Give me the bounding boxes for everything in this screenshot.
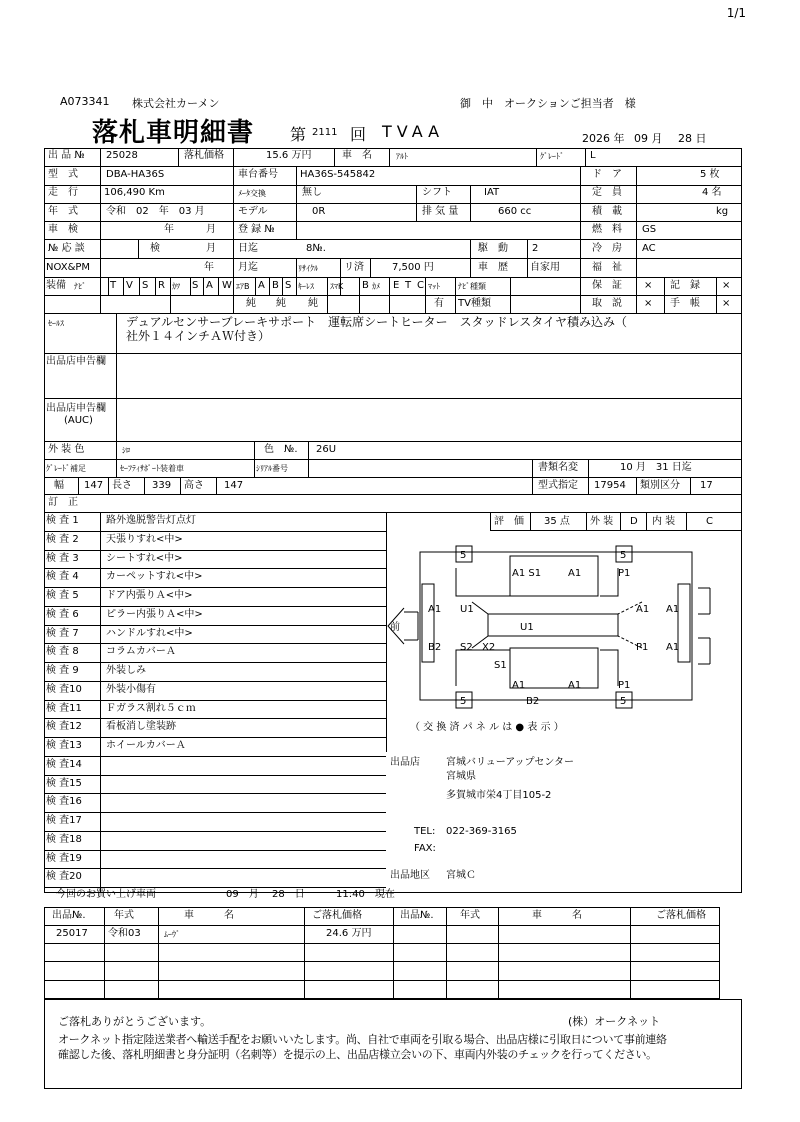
grade-supplement: ｾｰﾌﾃｨｻﾎﾟｰﾄ装着車 <box>120 464 184 473</box>
mark-13: X2 <box>482 642 496 653</box>
mark-15: A1 <box>666 642 680 653</box>
model-type: DBA-HA36S <box>106 169 165 180</box>
exterior-grade-label: 外 装 <box>590 516 614 527</box>
capacity-label: 定 員 <box>592 187 622 198</box>
mileage-label: 走 行 <box>48 187 78 198</box>
notice-line-1: オークネット指定陸送業者へ輸送手配をお願いいたします。尚、自社で車両を引取る場合、出品店様に引取日について事前連絡 <box>58 1033 667 1046</box>
type-spec: 17954 <box>594 480 626 491</box>
inspection-value: Ｆガラス割れ５ｃｍ <box>106 702 196 714</box>
inspection-value: 外装小傷有 <box>106 683 156 695</box>
mark-18: A1 <box>568 680 582 691</box>
color-no-label: 色 №. <box>264 444 298 455</box>
door-label: ド ア <box>592 169 622 180</box>
inspection-label: 検 査14 <box>46 758 82 770</box>
diagram-caption: （ 交 換 済 パ ネ ル は ● 表 示 ） <box>410 722 564 733</box>
page-counter: 1/1 <box>726 6 746 20</box>
mark-2: 5 <box>620 550 627 561</box>
type-spec-label: 型式指定 <box>538 480 578 491</box>
manual-label: 取 説 <box>592 298 622 309</box>
inspection-value: 天張りすれ<中> <box>106 533 183 545</box>
inspection-label: 検 査19 <box>46 852 82 864</box>
inspection-label: 検 査 3 <box>46 552 79 564</box>
equip-sub-4: 有 <box>434 298 444 309</box>
mark-10: U1 <box>520 622 534 633</box>
inspection-label: 検 査12 <box>46 721 82 733</box>
inspection-value: ピラー内張りＡ<中> <box>106 608 203 620</box>
height: 147 <box>224 480 244 491</box>
mark-22: 5 <box>620 696 627 707</box>
inspection-label: 検 査15 <box>46 777 82 789</box>
inspection-value: ホイールカバーＡ <box>106 740 186 751</box>
shift-label: シフト <box>422 187 452 198</box>
mark-5: P1 <box>618 568 631 579</box>
chassis-label: 車台番号 <box>238 169 278 180</box>
inspection-label: 検 査10 <box>46 683 82 695</box>
inspection-label: 検 査20 <box>46 871 82 883</box>
equip-saw-w: W <box>222 280 232 291</box>
thanks-text: ご落札ありがとうございます。 <box>58 1015 212 1028</box>
date-year: 2026 年 <box>582 132 625 145</box>
fuel: GS <box>642 224 657 235</box>
mark-1: 5 <box>460 550 467 561</box>
8no-label: 8№. <box>306 243 326 254</box>
load-unit: kg <box>716 206 729 217</box>
equip-sr-r: R <box>158 280 165 291</box>
serial-label: ｼﾘｱﾙ番号 <box>256 464 288 473</box>
score: 35 点 <box>544 516 570 527</box>
warranty-label: 保 証 <box>592 280 622 291</box>
mark-17: A1 <box>512 680 526 691</box>
mark-9: A1 <box>666 604 680 615</box>
inspection-value: ハンドルすれ<中> <box>106 627 193 639</box>
mark-3: A1 S1 <box>512 568 542 579</box>
equip-bcam: ｶﾒ <box>372 282 380 291</box>
width: 147 <box>84 480 104 491</box>
model-label: モデル <box>238 206 268 217</box>
equip-sub-3: 純 <box>308 298 318 309</box>
recipient: 御 中 オークションご担当者 様 <box>460 97 636 110</box>
region-label: 出品地区 <box>390 870 430 881</box>
equip-bcam-b: B <box>362 280 369 291</box>
mark-12: S2 <box>460 642 473 653</box>
equip-tv-v: V <box>126 280 133 291</box>
seller-tel: 022-369-3165 <box>446 826 517 837</box>
page-title: 落札車明細書 <box>92 118 255 148</box>
registration-label: 登 録 № <box>238 224 275 235</box>
seller-prefecture: 宮城県 <box>446 771 476 782</box>
shop-auc-suffix: (AUC) <box>64 415 93 426</box>
equip-sub-1: 純 <box>246 298 256 309</box>
car-name-label: 車 名 <box>342 150 372 161</box>
exterior-grade: D <box>630 516 638 527</box>
year-label: 年 式 <box>48 206 78 217</box>
inspection-value: 路外逸脱警告灯点灯 <box>106 515 196 526</box>
inspection-value: コラムカバーＡ <box>106 646 176 658</box>
correction-label: 訂 正 <box>48 497 78 508</box>
inspection-label: 検 査16 <box>46 796 82 808</box>
today-purchases-label: 今回のお買い上げ車両 <box>56 889 156 900</box>
class: 17 <box>700 480 713 491</box>
history-label: 車 歴 <box>478 262 508 273</box>
r6-day: 日迄 <box>238 243 258 254</box>
sales-label: ｾｰﾙｽ <box>48 319 64 328</box>
ken-label: 検 <box>150 243 160 254</box>
equip-sr-s: S <box>142 280 149 291</box>
equip-navi: ﾅﾋﾞ <box>74 282 86 291</box>
seller-name: 宮城バリューアップセンター <box>446 757 574 768</box>
drive-label: 駆 動 <box>478 243 508 254</box>
interior-grade-label: 内 装 <box>652 516 676 527</box>
mark-20: 5 <box>460 696 467 707</box>
grade-label: ｸﾞﾚｰﾄﾞ <box>540 152 564 161</box>
inspection-value: 看板消し塗装跡 <box>106 721 176 733</box>
mark-4: A1 <box>568 568 582 579</box>
inspection-month-unit: 月 <box>206 224 216 235</box>
inspection-label: 検 査11 <box>46 702 82 714</box>
auction-round: 2111 <box>312 127 338 138</box>
inspection-label: 検 査 7 <box>46 627 79 639</box>
interior-grade: C <box>706 516 713 527</box>
record: × <box>722 280 731 291</box>
purchase-year: 令和03 <box>108 928 141 939</box>
col-year: 年式 <box>114 910 134 921</box>
inspection-label: 検 査 2 <box>46 533 79 545</box>
col-lot-no-2: 出品№. <box>400 910 434 921</box>
width-label: 幅 <box>54 480 64 491</box>
lot-no-label: 出 品 № <box>48 150 85 161</box>
manual: × <box>644 298 653 309</box>
equip-saw-a: A <box>206 280 213 291</box>
equip-abs-b: B <box>272 280 279 291</box>
color-no: 26U <box>316 444 337 455</box>
col-price: ご落札価格 <box>312 910 362 921</box>
winning-price: 15.6 万円 <box>266 150 312 161</box>
inspection-label: 検 査13 <box>46 740 82 751</box>
drive: 2 <box>532 243 539 254</box>
inspection-label: 検 査18 <box>46 833 82 845</box>
equip-tv-type-label: TV種類 <box>458 298 491 309</box>
docs-label: 書類名変 <box>538 462 578 473</box>
lot-no: 25028 <box>106 150 138 161</box>
sales-text-1: デュアルセンサーブレーキサポート 運転席シートヒーター スタッドレスタイヤ積み込み（ <box>126 315 628 329</box>
nox-label: NOX&PM <box>46 262 91 273</box>
purchase-price: 24.6 万円 <box>326 928 372 939</box>
fax-label: FAX: <box>414 843 436 854</box>
buyer-company: 株式会社カーメン <box>132 97 220 110</box>
inspection-label: 検 査17 <box>46 815 82 826</box>
notebook-label: 手 帳 <box>670 298 700 309</box>
mark-7: U1 <box>460 604 474 615</box>
today-month: 09 月 <box>226 889 259 900</box>
equip-etc-t: T <box>405 280 412 291</box>
seller-address: 多賀城市栄4丁目105-2 <box>446 790 552 801</box>
equip-mat: ﾏｯﾄ <box>428 282 440 291</box>
col-name-2: 車 名 <box>532 910 582 921</box>
model-code: 0R <box>312 206 326 217</box>
inspection-label: 検 査 6 <box>46 608 79 620</box>
car-name: ｱﾙﾄ <box>396 152 408 161</box>
date-day: 28 日 <box>678 132 707 145</box>
inspection-value: 外装しみ <box>106 665 146 676</box>
shop-auc-notes-label: 出品店申告欄 <box>46 403 106 414</box>
equip-smartkey: ｽﾏK <box>330 282 344 291</box>
displacement: 660 cc <box>498 206 532 217</box>
ac: AC <box>642 243 656 254</box>
r6-month: 月 <box>206 243 216 254</box>
length-label: 長さ <box>112 480 132 491</box>
seller-region: 宮城Ｃ <box>446 870 476 881</box>
grade: L <box>590 150 596 161</box>
mark-11: B2 <box>428 642 442 653</box>
damage-diagram <box>374 538 720 718</box>
equip-keyless: ｷｰﾚｽ <box>298 282 314 291</box>
purchase-table <box>44 907 720 999</box>
shop-notes-label: 出品店申告欄 <box>46 356 106 367</box>
kai-label: 回 <box>350 125 367 144</box>
sales-text-2: 社外１４インチＡＷ付き） <box>126 329 271 343</box>
col-price-2: ご落札価格 <box>656 910 706 921</box>
ac-label: 冷 房 <box>592 243 622 254</box>
equip-saw-s: S <box>192 280 199 291</box>
docs-deadline: 10 月 31 日迄 <box>620 462 692 473</box>
inspection-value: ドア内張りＡ<中> <box>106 590 193 601</box>
history: 自家用 <box>530 262 560 273</box>
front-label: 前 <box>390 622 400 633</box>
warranty: × <box>644 280 653 291</box>
col-year-2: 年式 <box>460 910 480 921</box>
col-lot-no: 出品№. <box>52 910 86 921</box>
auction-company: (株）オークネット <box>568 1015 661 1028</box>
recycle-status: リ済 <box>344 262 364 273</box>
today-time: 11:40 現在 <box>336 889 395 900</box>
height-label: 高さ <box>184 480 204 491</box>
nox-month: 月迄 <box>238 262 258 273</box>
mark-6: A1 <box>428 604 442 615</box>
equip-tv-t: T <box>110 280 117 291</box>
equip-sub-2: 純 <box>276 298 286 309</box>
shift: IAT <box>484 187 500 198</box>
tel-label: TEL: <box>414 826 436 837</box>
negotiation-label: № 応 談 <box>48 243 85 254</box>
equip-abs-a: A <box>258 280 265 291</box>
grade-supplement-label: ｸﾞﾚｰﾄﾞ補足 <box>46 464 86 473</box>
inspection-label: 検 査 9 <box>46 665 79 676</box>
chassis-number: HA36S-545842 <box>300 169 376 180</box>
ext-color: ｼﾛ <box>122 446 130 455</box>
today-day: 28 日 <box>272 889 305 900</box>
mileage: 106,490 Km <box>104 187 165 198</box>
mark-8: A1 <box>636 604 650 615</box>
inspection-label: 車 検 <box>48 224 78 235</box>
door-count: 5 枚 <box>700 169 720 180</box>
nox-year: 年 <box>204 262 214 273</box>
purchase-lot-no: 25017 <box>56 928 88 939</box>
equipment-label: 装備 <box>46 280 66 291</box>
fuel-label: 燃 料 <box>592 224 622 235</box>
score-label: 評 価 <box>494 516 524 527</box>
mark-16: S1 <box>494 660 507 671</box>
seller-label: 出品店 <box>390 757 420 768</box>
model-type-label: 型 式 <box>48 169 78 180</box>
equip-etc-c: C <box>417 280 424 291</box>
price-label: 落札価格 <box>184 150 224 161</box>
auction-code: A073341 <box>60 95 110 108</box>
notice-line-2: 確認した後、落札明細書と身分証明（名刺等）を提示の上、出品店様立会いの下、車両内外装のチェックを行ってください。 <box>58 1048 657 1061</box>
meter-exchange: 無し <box>302 187 322 198</box>
welfare-label: 福 祉 <box>592 262 622 273</box>
col-name: 車 名 <box>184 910 234 921</box>
class-label: 類別区分 <box>640 480 680 491</box>
equip-abs-s: S <box>285 280 292 291</box>
length: 339 <box>152 480 172 491</box>
equip-airbag: ｴｱB <box>236 282 250 291</box>
inspection-label: 検 査 1 <box>46 515 79 526</box>
capacity: 4 名 <box>702 187 722 198</box>
mark-14: P1 <box>636 642 649 653</box>
inspection-value: シートすれ<中> <box>106 552 183 564</box>
displacement-label: 排 気 量 <box>422 206 459 217</box>
recycle-label: ﾘｻｲｸﾙ <box>298 264 318 273</box>
equip-navi-type-label: ﾅﾋﾞ種類 <box>458 282 486 291</box>
auction-name: TVAA <box>382 122 445 141</box>
mark-19: P1 <box>618 680 631 691</box>
inspection-year-unit: 年 <box>164 224 174 235</box>
inspection-value: カーペットすれ<中> <box>106 571 203 583</box>
purchase-name: ﾑｰｳﾞ <box>164 930 180 939</box>
inspection-label: 検 査 4 <box>46 571 79 583</box>
load-label: 積 載 <box>592 206 622 217</box>
equip-etc-e: E <box>393 280 400 291</box>
notebook: × <box>722 298 731 309</box>
recycle-amount: 7,500 円 <box>392 262 434 273</box>
date-month: 09 月 <box>634 132 663 145</box>
model-year: 令和 02 年 03 月 <box>106 206 205 217</box>
inspection-label: 検 査 8 <box>46 646 79 658</box>
meter-exchange-label: ﾒｰﾀ交換 <box>238 189 266 198</box>
mark-21: B2 <box>526 696 540 707</box>
dai-label: 第 <box>290 125 307 144</box>
record-label: 記 録 <box>670 280 700 291</box>
inspection-label: 検 査 5 <box>46 590 79 601</box>
ext-color-label: 外 装 色 <box>48 444 85 455</box>
equip-leather: ｶﾜ <box>172 282 180 291</box>
